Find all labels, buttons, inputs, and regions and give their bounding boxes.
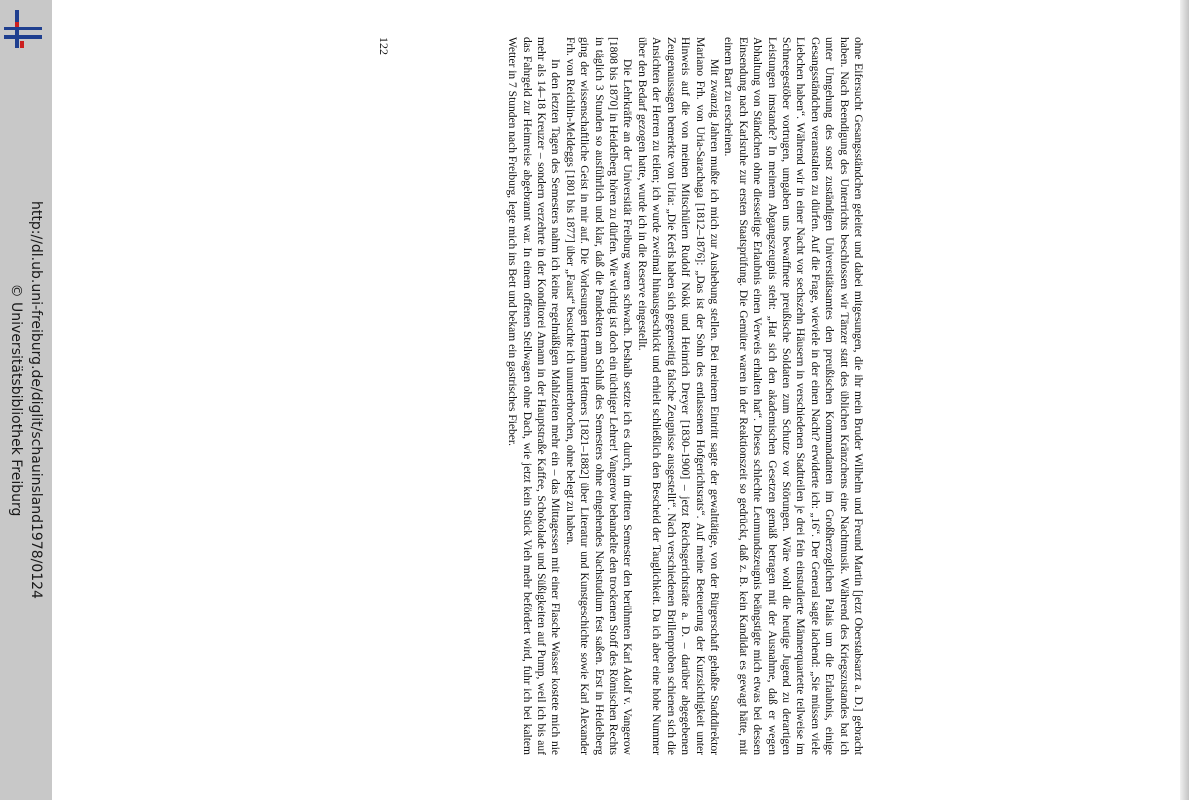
copyright-notice: © Universitätsbibliothek Freiburg [8,283,24,517]
paragraph-4: In den letzten Tagen des Semesters nahm ich keine regelmäßigen Mahlzeiten mehr ein – das Mittagessen mit einer Flasche Wasser kostete mich nie mehr als 14–18 Kreuzer – sondern verzehrte in der Konditorei Amann in der Hauptstraße Kaffee, Schokolade und Süßigkeiten auf Pump, weil ich bis auf das Fahrgeld zur Heimreise abgebrannt war. In einem offenen Stellwagen ohne Dach, wie jetzt kein Stück Vieh mehr befördert wird, fuhr ich bei kaltem Wetter in 7 Stunden nach Freiburg, legte mich ins Bett und bekam ein gastrisches Fieber. [506,37,562,755]
page-number: 122 [377,37,391,55]
left-sidebar [0,0,52,800]
paragraph-2: Mit zwanzig Jahren mußte ich mich zur Aushebung stellen. Bei meinem Eintritt sagte der gewalttätige, von der Bürgerschaft gehaßte Stadtdirektor Mariano Frh. von Uria-Sarachaga [1812–1876]: „Das ist der Sohn des entlassenen Hofgerichtsrats“. Auf meine Beteuerung der Kurzsichtigkeit unter Hinweis auf die von meinen Mitschülern Rudolf Nokk und Heinrich Dreyer [1830–1900] – jetzt Reichsgerichtsräte a. D. – darüber abgegebenen Zeugenaussagen bemerkte von Uria: „Die Kerls haben sich gegenseitig falsche Zeugnisse ausgestellt“. Nach verschiedenen Brillenproben schienen sich die Ansichten der Herren zu teilen; ich wurde zweimal hinausgeschickt und erhielt schließlich den Bescheid der Tauglichkeit. Da ich aber eine hohe Nummer über den Bedarf gezogen hatte, wurde ich in die Reserve eingestellt. [635,37,720,755]
source-url[interactable]: http://dl.ub.uni-freiburg.de/diglit/schauinsland1978/0124 [28,201,44,599]
paragraph-1: ohne Eifersucht Gesangsständchen geleitet und dabei mitgesungen, die ihr mein Bruder Wilhelm und Freund Martin [jetzt Oberstabsarzt a. D.] gebracht haben. Nach Beendigung des Unterrichts beschlossen wir Tänzer statt des üblichen Kränzchens eine Nachtmusik. Während des Kriegszustandes bat ich unter Umgehung des sonst zuständigen Universitätsamtes den preußischen Kommandanten im Großherzoglichen Palais um die Erlaubnis, einige Gesangsständchen veranstalten zu dürfen. Auf die Frage, wieviele in der einen Nacht? erwiderte ich: „16“. Der General sagte lachend: „Sie müssen viele Liebchen haben“. Während wir in einer Nacht vor sechszehn Häusern in verschiedenen Stadtteilen je drei fein einstudierte Männerquartette teilweise im Schneegestöber vortrugen, umgaben uns bewaffnete preußische Soldaten zum Schutze vor Störungen. Wäre wohl die heutige Jugend zu derartigen Leistungen imstande? In meinem Abgangszeugnis steht: „Hat sich den akademischen Gesetzen gemäß betragen mit der Ausnahme, daß er wegen Abhaltung von Ständchen ohne diesseitige Erlaubnis einen Verweis erhalten hat“. Dieses schlechte Leumundszeugnis beängstigte mich etwas bei dessen Einsendung nach Karlsruhe zur ersten Staatsprüfung. Die Gemüter waren in der Reaktionszeit so gedrückt, daß z. B. kein Kandidat es gewagt hätte, mit einem Bart zu erscheinen. [722,37,864,755]
scanned-page-area [244,37,994,755]
scanned-page [369,25,869,775]
page-edge [1180,0,1189,800]
page-text [505,37,865,755]
paragraph-3: Die Lehrkräfte an der Universität Freiburg waren schwach. Deshalb setzte ich es durch, im dritten Semester den berühmten Karl Adolf v. Vangerow [1808 bis 1870] in Heidelberg hören zu dürfen. Wie wichtig ist doch ein tüchtiger Lehrer! Vangerow behandelte den trockenen Stoff des Römischen Rechts in täglich 3 Stunden so ausführlich und klar, daß die Pandekten am Schluß des Semesters ohne eingehendes Nachstudium fest saßen. Erst in Heidelberg ging der wissenschaftliche Geist in mir auf. Die Vorlesungen Hermann Hettners [1821–1882] über Literatur und Kunstgeschichte sowie Karl Alexander Frh. von Reichlin-Meldeggs [1801 bis 1877] über „Faust“ besuchte ich ununterbrochen, ohne belegt zu haben. [563,37,634,755]
